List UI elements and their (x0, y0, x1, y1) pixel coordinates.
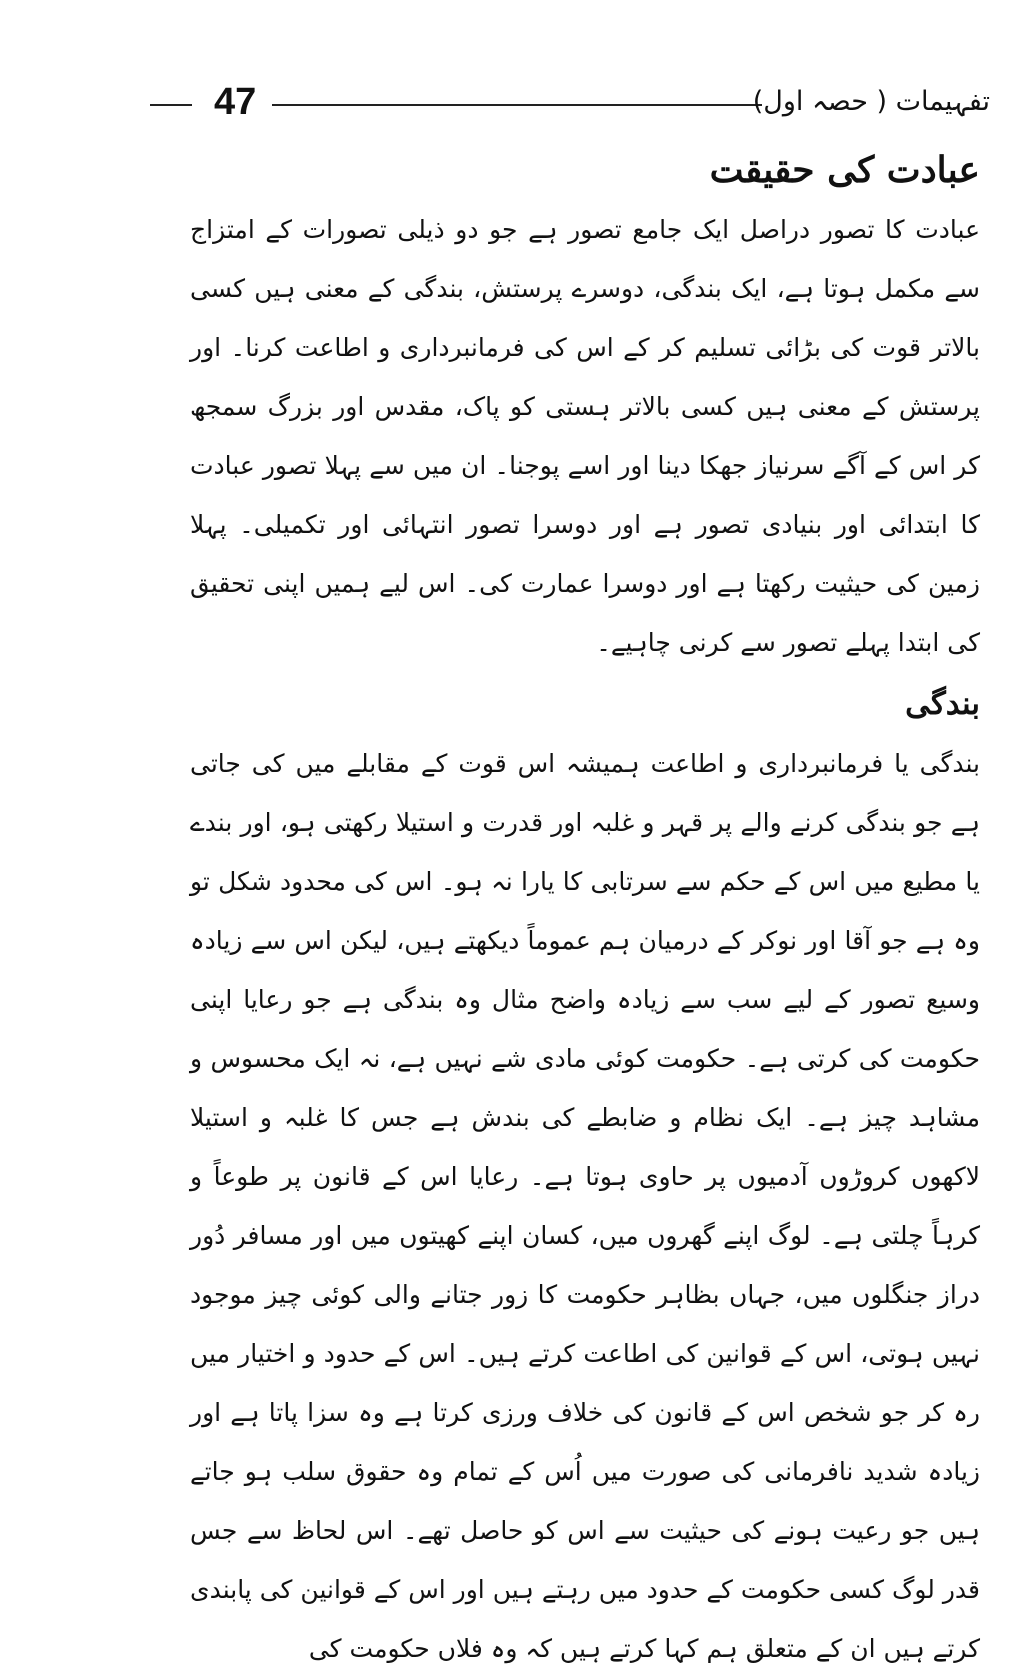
page-content (190, 140, 980, 1678)
page-header (150, 82, 990, 122)
paragraph-text: عبادت کا تصور دراصل ایک جامع تصور ہے جو دو ذیلی تصورات کے امتزاج سے مکمل ہوتا ہے، ایک بندگی، دوسرے پرستش، بندگی کے معنی ہیں کسی بالاتر قوت کی بڑائی تسلیم کر کے اس کی فرمانبرداری و اطاعت کرنا۔ اور پرستش کے معنی ہیں کسی بالاتر ہستی کو پاک، مقدس اور بزرگ سمجھ کر اس کے آگے سرنیاز جھکا دینا اور اسے پوجنا۔ ان میں سے پہلا تصور عبادت کا ابتدائی اور بنیادی تصور ہے اور دوسرا تصور انتہائی اور تکمیلی۔ پہلا زمین کی حیثیت رکھتا ہے اور دوسرا عمارت کی۔ اس لیے ہمیں اپنی تحقیق کی ابتدا پہلے تصور سے کرنی چاہیے۔ (190, 215, 980, 657)
paragraph-text: بندگی یا فرمانبرداری و اطاعت ہمیشہ اس قوت کے مقابلے میں کی جاتی ہے جو بندگی کرنے والے پر قہر و غلبہ اور قدرت و استیلا رکھتی ہو، اور بندے یا مطیع میں اس کے حکم سے سرتابی کا یارا نہ ہو۔ اس کی محدود شکل تو وہ ہے جو آقا اور نوکر کے درمیان ہم عموماً دیکھتے ہیں، لیکن اس سے زیادہ وسیع تصور کے لیے سب سے زیادہ واضح مثال وہ بندگی ہے جو رعایا اپنی حکومت کی کرتی ہے۔ حکومت کوئی مادی شے نہیں ہے، نہ ایک محسوس و مشاہد چیز ہے۔ ایک نظام و ضابطے کی بندش ہے جس کا غلبہ و استیلا لاکھوں کروڑوں آدمیوں پر حاوی ہوتا ہے۔ رعایا اس کے قانون پر طوعاً و کرہاً چلتی ہے۔ لوگ اپنے گھروں میں، کسان اپنے کھیتوں میں اور مسافر دُور دراز جنگلوں میں، جہاں بظاہر حکومت کا زور جتانے والی کوئی چیز موجود نہیں ہوتی، اس کے قوانین کی اطاعت کرتے ہیں۔ اس کے حدود و اختیار میں رہ کر جو شخص اس کے قانون کی خلاف ورزی کرتا ہے وہ سزا پاتا ہے اور زیادہ شدید نافرمانی کی صورت میں اُس کے تمام وہ حقوق سلب ہو جاتے ہیں جو رعیت ہونے کی حیثیت سے اس کو حاصل تھے۔ اس لحاظ سے جس قدر لوگ کسی حکومت کے حدود میں رہتے ہیں اور اس کے قوانین کی پابندی کرتے ہیں ان کے متعلق ہم کہا کرتے ہیں کہ وہ فلاں حکومت کی (190, 749, 980, 1663)
subsection-heading: بندگی (905, 686, 980, 722)
header-rule-right (272, 104, 762, 106)
running-title: تفہیمات ( حصہ اول) (752, 86, 990, 117)
paragraph (190, 734, 980, 1678)
section-heading: عبادت کی حقیقت (709, 149, 980, 191)
page-number: 47 (214, 81, 257, 123)
header-rule-left (150, 104, 192, 106)
paragraph (190, 200, 980, 672)
